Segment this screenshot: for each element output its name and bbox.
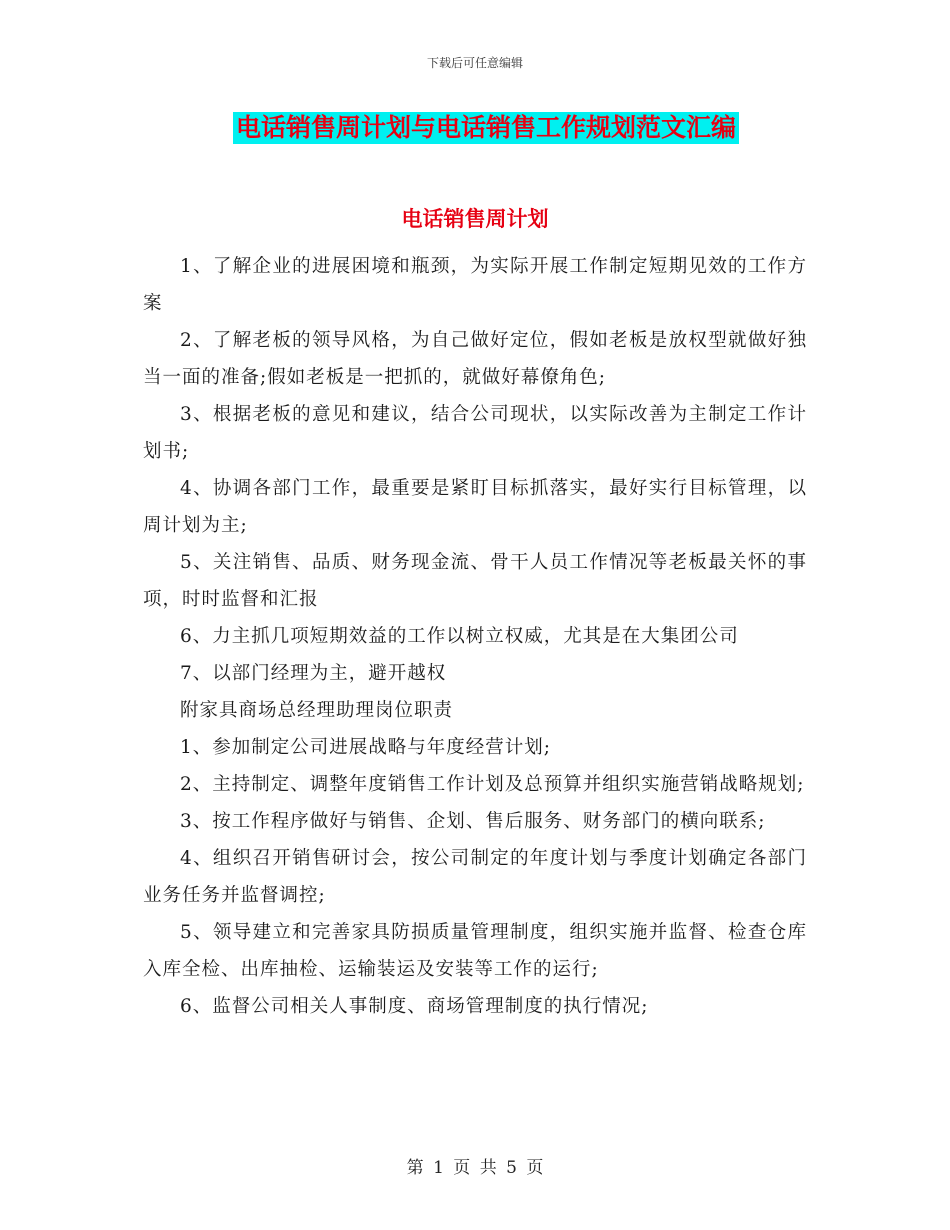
paragraph: 7、以部门经理为主，避开越权 — [180, 663, 447, 684]
paragraph: 6、监督公司相关人事制度、商场管理制度的执行情况; — [180, 996, 649, 1017]
paragraph: 2、了解老板的领导风格，为自己做好定位，假如老板是放权型就做好独当一面的准备;假如老板是一把抓的，就做好幕僚角色; — [143, 330, 807, 388]
paragraph: 1、参加制定公司进展战略与年度经营计划; — [180, 737, 552, 758]
header-note: 下载后可任意编辑 — [426, 56, 523, 70]
paragraph: 5、关注销售、品质、财务现金流、骨干人员工作情况等老板最关怀的事项，时时监督和汇报 — [143, 552, 807, 610]
paragraph: 4、组织召开销售研讨会，按公司制定的年度计划与季度计划确定各部门业务任务并监督调控; — [143, 848, 807, 906]
paragraph: 1、了解企业的进展困境和瓶颈，为实际开展工作制定短期见效的工作方案 — [143, 256, 807, 314]
paragraph: 3、按工作程序做好与销售、企划、售后服务、财务部门的横向联系; — [180, 811, 766, 832]
paragraph: 附家具商场总经理助理岗位职责 — [180, 700, 454, 721]
paragraph: 4、协调各部门工作，最重要是紧盯目标抓落实，最好实行目标管理，以周计划为主; — [143, 478, 807, 536]
page-footer: 第 1 页 共 5 页 — [406, 1158, 544, 1178]
paragraph: 5、领导建立和完善家具防损质量管理制度，组织实施并监督、检查仓库入库全检、出库抽检、运输装运及安装等工作的运行; — [143, 922, 807, 980]
paragraph: 6、力主抓几项短期效益的工作以树立权威，尤其是在大集团公司 — [180, 626, 739, 647]
paragraph: 2、主持制定、调整年度销售工作计划及总预算并组织实施营销战略规划; — [180, 774, 805, 795]
document-title: 电话销售周计划与电话销售工作规划范文汇编 — [233, 112, 739, 144]
document-body — [143, 248, 807, 1025]
paragraph: 3、根据老板的意见和建议，结合公司现状，以实际改善为主制定工作计划书; — [143, 404, 807, 462]
section-title: 电话销售周计划 — [401, 207, 549, 231]
